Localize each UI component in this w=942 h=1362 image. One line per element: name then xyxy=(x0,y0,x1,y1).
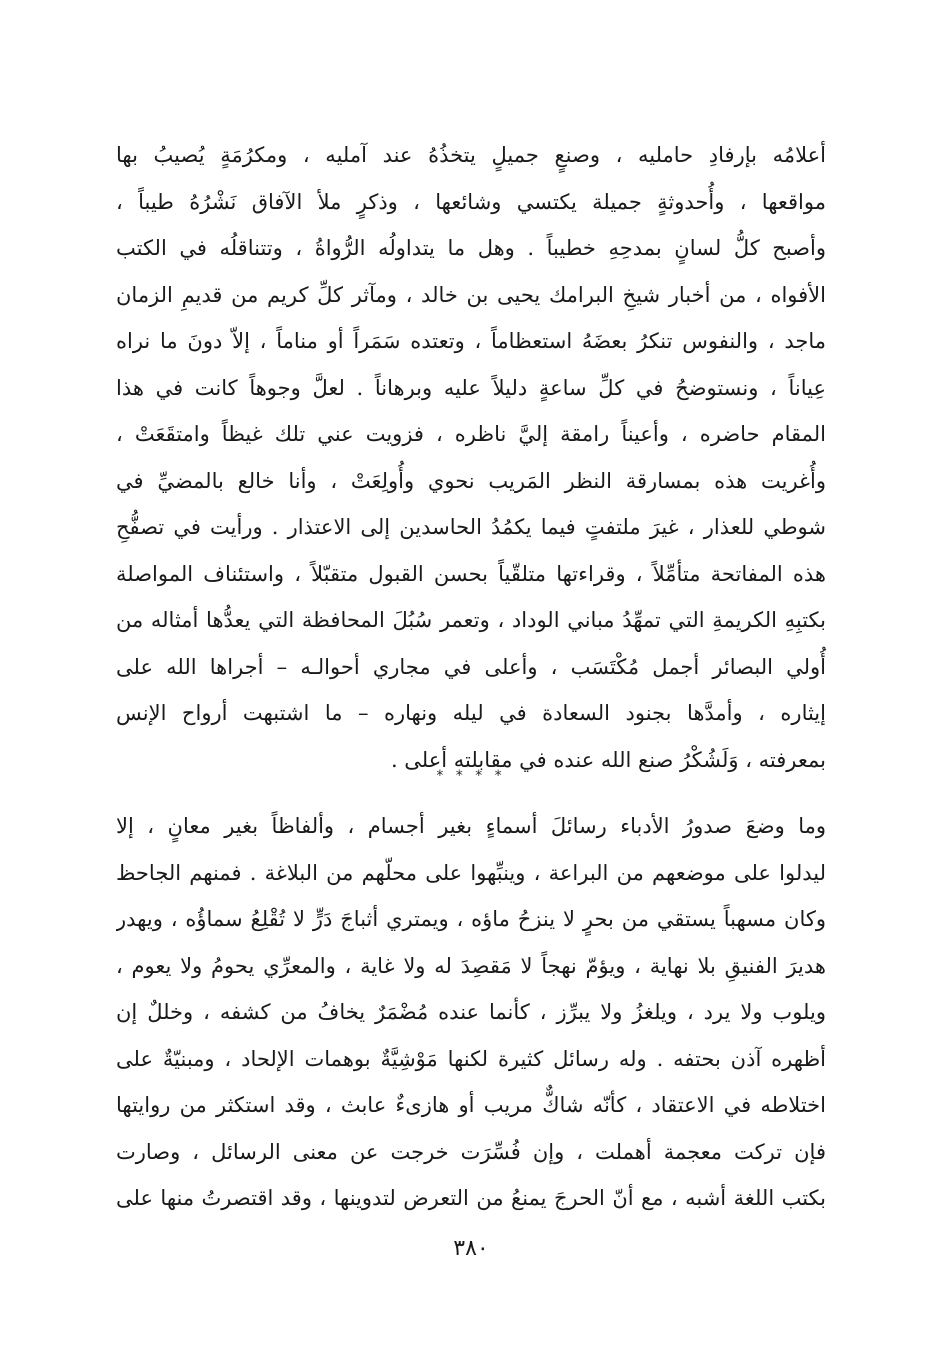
text-line: بكتبِهِ الكريمةِ التي تمهِّدُ مباني الوداد ، وتعمر سُبُلَ المحافظة التي يعدُّها أمثاله من xyxy=(116,608,826,632)
text-line: وأصبح كلُّ لسانٍ بمدحِهِ خطيباً . وهل ما يتداولُه الرُّواةُ ، وتتناقلُه في الكتب xyxy=(116,236,826,260)
paragraph-1 xyxy=(116,132,826,783)
text-line: مواقعها ، وأُحدوثةٍ جميلة يكتسي وشائعها ، وذكرٍ ملأ الآفاق نَشْرُهُ طيباً ، xyxy=(116,189,826,214)
text-line: المقام حاضره ، وأعيناً رامقة إليَّ ناظره ، فزويت عني تلك غيظاً وامتقَعَتْ ، xyxy=(116,422,826,446)
text-line: هديرَ الفنيقِ بلا نهاية ، ويؤمّ نهجاً لا مَقصِدَ له ولا غاية ، والمعرِّي يحومُ ولا يعوم ، xyxy=(116,953,826,978)
section-separator: * * * * xyxy=(436,768,506,784)
text-line: بمعرفته ، وَلَشُكْرُ صنع الله عنده في مقابلته أعلى . xyxy=(390,747,826,772)
text-line: بكتب اللغة أشبه ، مع أنّ الحرجَ يمنعُ من التعرض لتدوينها ، وقد اقتصرتُ منها على xyxy=(116,1186,826,1210)
text-line: أُولي البصائر أجمل مُكْتَسَب ، وأعلى في مجاري أحوالـه – أجراها الله على xyxy=(116,654,826,679)
text-line: اختلاطه في الاعتقاد ، كأنّه شاكٌّ مريب أو هازىءٌ عابث ، وقد استكثر من روايتها xyxy=(116,1093,826,1117)
text-line: وما وضعَ صدورُ الأدباء رسائلَ أسماءٍ بغير أجسام ، وألفاظاً بغير معانٍ ، إلا xyxy=(116,814,826,838)
text-line: عِياناً ، ونستوضحُ في كلِّ ساعةٍ دليلاً عليه وبرهاناً . لعلَّ وجوهاً كانت في هذا xyxy=(116,375,826,400)
text-line: ويلوب ولا يرد ، ويلغزُ ولا يبرِّز ، كأنما عنده مُضْمَرٌ يخافُ من كشفه ، وخللٌ إن xyxy=(116,1000,826,1024)
text-line: أعلامُه بإرفادِ حامليه ، وصنعٍ جميلٍ يتخذُهُ عند آمليه ، ومكرُمَةٍ يُصيبُ بها xyxy=(116,143,826,167)
text-line: وكان مسهباً يستقي من بحرٍ لا ينزحُ ماؤه ، ويمتري أثباجَ دَرٍّ لا تُقْلِعُ سماؤُه ، ويهدر xyxy=(116,907,826,931)
paragraph-2 xyxy=(116,803,826,1222)
text-line: الأفواه ، من أخبار شيخِ البرامك يحيى بن خالد ، ومآثر كلِّ كريم من قديمِ الزمان xyxy=(116,282,826,307)
text-line: إيثاره ، وأمدَّها بجنود السعادة في ليله ونهاره – ما اشتبهت أرواح الإنس xyxy=(116,701,826,725)
text-line: ماجد ، والنفوس تنكرُ بعضَهُ استعظاماً ، وتعتده سَمَراً أو مناماً ، إلاّ دونَ ما نراه xyxy=(116,329,826,353)
text-line: هذه المفاتحة متأمِّلاً ، وقراءتها متلقّياً بحسن القبول متقبّلاً ، واستئناف المواصلة xyxy=(116,561,826,586)
text-line: فإن تركت معجمة أهملت ، وإن فُسِّرَت خرجت عن معنى الرسائل ، وصارت xyxy=(116,1139,826,1164)
page-number: ٣٨٠ xyxy=(453,1236,489,1261)
text-line: شوطي للعذار ، غيرَ ملتفتٍ فيما يكمُدُ الحاسدين إلى الاعتذار . ورأيت في تصفُّحِ xyxy=(116,515,826,539)
text-line: ليدلوا على موضعهم من البراعة ، وينبِّهوا على محلّهم من البلاغة . فمنهم الجاحظ xyxy=(116,860,826,885)
text-line: وأُغريت هذه بمسارقة النظر المَريب نحوي وأُولِعَتْ ، وأنا خالع بالمضيِّ في xyxy=(116,468,826,493)
text-line: أظهره آذن بحتفه . وله رسائل كثيرة لكنها مَوْشِيَّةٌ بوهمات الإلحاد ، ومبنيّةٌ على xyxy=(116,1046,826,1071)
